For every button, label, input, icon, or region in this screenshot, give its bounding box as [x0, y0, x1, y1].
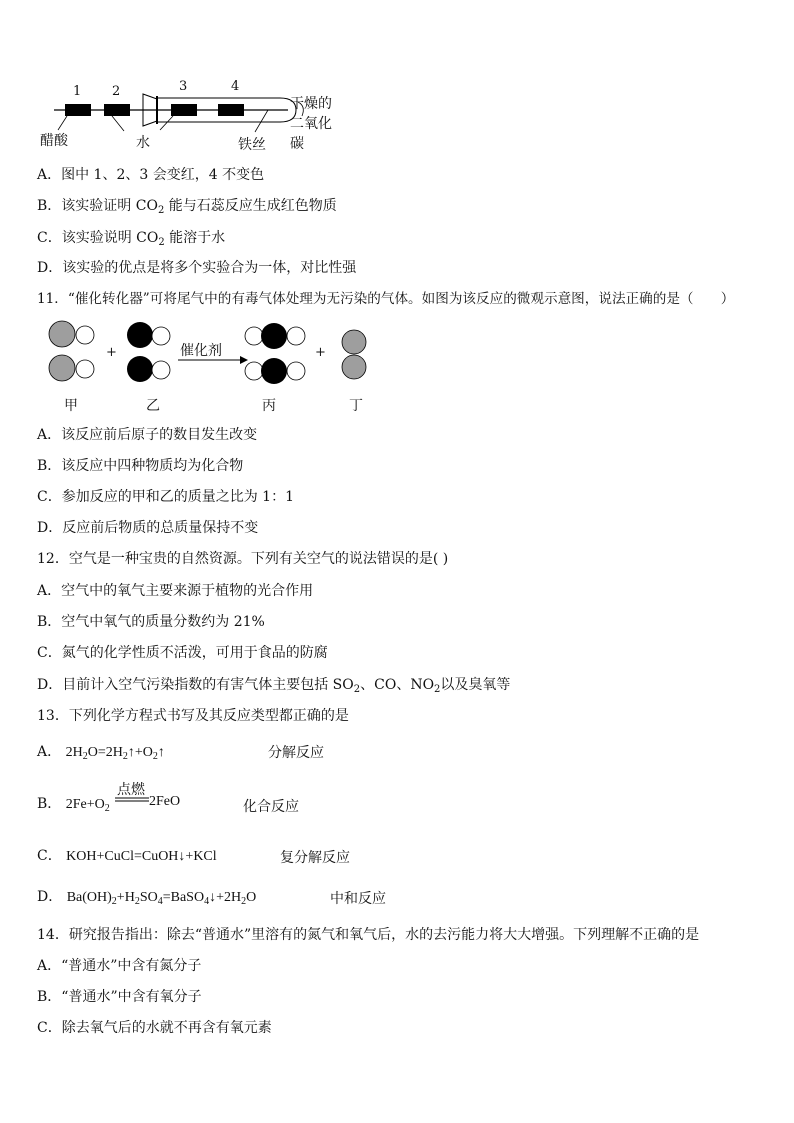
- q13-d-eq-subscript: 2: [134, 896, 140, 907]
- label-vinegar: 醋酸: [40, 133, 68, 149]
- molecule-yi-top: [127, 322, 170, 348]
- catalyst-label: 催化剂: [180, 343, 222, 359]
- q12-option-d[interactable]: [37, 675, 510, 700]
- q13-c-equation: KOH+CuCl=CuOH↓+KCl: [66, 849, 217, 864]
- q10-option-c[interactable]: [37, 228, 225, 253]
- molecule-yi-bottom: [127, 356, 170, 382]
- q11-option-a[interactable]: A．该反应前后原子的数目发生改变: [37, 427, 258, 443]
- q10-option-b[interactable]: [37, 196, 337, 221]
- q13-stem: 13．下列化学方程式书写及其反应类型都正确的是: [37, 708, 349, 724]
- q11-stem: 11．“催化转化器”可将尾气中的有毒气体处理为无污染的气体。如图为该反应的微观示意图，说法正确的是（ ）: [37, 291, 735, 307]
- q13-b-eq-rhs: 2FeO: [149, 794, 181, 809]
- q13-a-eq-part: 2H: [65, 745, 83, 760]
- q13-a-eq-part: ↑: [157, 745, 165, 760]
- q14-option-a[interactable]: A．“普通水”中含有氮分子: [37, 958, 202, 974]
- paper-strip-3: [171, 104, 197, 116]
- leader-vinegar: [58, 116, 67, 130]
- q13-b-letter: B．: [37, 796, 62, 812]
- q13-a-eq-part: ↑+O: [127, 745, 153, 760]
- q13-d-eq-part: SO: [139, 890, 158, 905]
- q13-a-eq-part: O=2H: [87, 745, 123, 760]
- q13-b-equals-sign: [115, 797, 149, 803]
- label-jia: 甲: [64, 398, 78, 414]
- q13-a-equation: [66, 745, 165, 760]
- q10-option-b-text-1: B．该实验证明 CO: [37, 198, 158, 214]
- molecule-ding: [342, 330, 366, 379]
- q12-option-a[interactable]: A．空气中的氧气主要来源于植物的光合作用: [37, 583, 314, 599]
- molecule-jia-top: [49, 321, 94, 347]
- q13-b-condition: 点燃: [117, 782, 145, 798]
- plus-sign-1: +: [106, 345, 117, 360]
- q13-d-equation: [67, 890, 257, 905]
- q13-d-eq-subscript: 2: [241, 896, 247, 907]
- strip-number-1: 1: [73, 84, 82, 99]
- q12-option-d-text-2: 、CO、NO: [360, 677, 435, 693]
- q14-option-b[interactable]: B．“普通水”中含有氧分子: [37, 989, 202, 1005]
- q13-d-eq-part: O: [246, 890, 257, 905]
- q13-d-type: 中和反应: [330, 891, 386, 907]
- q10-option-b-subscript: 2: [157, 205, 165, 216]
- q13-a-eq-subscript: 2: [82, 751, 88, 762]
- q10-option-c-subscript: 2: [158, 237, 165, 248]
- molecule-bing-bottom: [245, 358, 305, 384]
- strip-number-2: 2: [112, 84, 121, 99]
- leader-water-2: [160, 116, 173, 130]
- q13-c-letter: C．: [37, 848, 62, 864]
- q12-option-d-text-1: D．目前计入空气污染指数的有害气体主要包括 SO: [37, 677, 354, 693]
- q13-a-type: 分解反应: [268, 745, 324, 761]
- q12-stem: 12．空气是一种宝贵的自然资源。下列有关空气的说法错误的是( ): [37, 551, 449, 567]
- molecule-jia-bottom: [49, 355, 94, 381]
- label-water: 水: [136, 135, 150, 151]
- q13-d-eq-part: ↓+2H: [209, 890, 242, 905]
- q13-d-eq-part: +H: [116, 890, 135, 905]
- leader-water: [112, 116, 124, 131]
- q13-c-type: 复分解反应: [280, 850, 350, 866]
- label-iron-wire: 铁丝: [238, 137, 266, 153]
- q13-a-letter: A．: [37, 744, 62, 760]
- label-dry-co2-3: 碳: [290, 136, 304, 152]
- q13-d-eq-subscript: 4: [157, 896, 163, 907]
- q13-d-eq-subscript: 2: [111, 896, 117, 907]
- q13-d-letter: D．: [37, 889, 63, 905]
- q10-option-b-text-2: 能与石蕊反应生成红色物质: [164, 198, 337, 214]
- q13-d-eq-subscript: 4: [204, 896, 210, 907]
- strip-number-3: 3: [179, 79, 188, 94]
- q13-b-eq-part: 2Fe+O: [65, 797, 105, 812]
- q10-option-c-text-1: C．该实验说明 CO: [37, 230, 159, 246]
- q10-option-a[interactable]: A．图中 1、2、3 会变红，4 不变色: [37, 167, 265, 183]
- q11-option-b[interactable]: B．该反应中四种物质均为化合物: [37, 458, 244, 474]
- q13-option-a[interactable]: [37, 742, 165, 767]
- plus-sign-2: +: [315, 345, 326, 360]
- label-yi: 乙: [146, 398, 160, 414]
- q13-d-eq-part: Ba(OH): [66, 890, 112, 905]
- paper-strip-2: [104, 104, 130, 116]
- q12-option-c[interactable]: C．氮气的化学性质不活泼，可用于食品的防腐: [37, 645, 328, 661]
- q10-option-d[interactable]: D．该实验的优点是将多个实验合为一体，对比性强: [37, 260, 357, 276]
- molecule-bing-top: [245, 323, 305, 349]
- label-ding: 丁: [349, 398, 363, 414]
- strip-number-4: 4: [231, 79, 240, 94]
- q11-option-c[interactable]: C．参加反应的甲和乙的质量之比为 1：1: [37, 489, 294, 505]
- q13-a-eq-subscript: 2: [152, 751, 158, 762]
- q13-d-eq-part: =BaSO: [162, 890, 205, 905]
- q13-a-eq-subscript: 2: [122, 751, 128, 762]
- q13-b-type: 化合反应: [243, 799, 299, 815]
- label-bing: 丙: [262, 398, 276, 414]
- label-dry-co2-1: 干燥的: [290, 96, 332, 112]
- q13-option-b[interactable]: [37, 794, 110, 819]
- q14-stem: 14．研究报告指出：除去“普通水”里溶有的氮气和氧气后，水的去污能力将大大增强。下列理解不正确的是: [37, 927, 700, 943]
- label-dry-co2-2: 二氧化: [290, 116, 332, 132]
- q13-b-eq-subscript: 2: [104, 803, 110, 814]
- q13-option-d[interactable]: [37, 887, 256, 912]
- q10-option-c-text-2: 能溶于水: [164, 230, 226, 246]
- leader-wire: [255, 110, 268, 132]
- q11-option-d[interactable]: D．反应前后物质的总质量保持不变: [37, 520, 259, 536]
- paper-strip-1: [65, 104, 91, 116]
- q12-option-d-text-3: 以及臭氧等: [440, 677, 511, 693]
- q14-option-c[interactable]: C．除去氧气后的水就不再含有氧元素: [37, 1020, 272, 1036]
- q12-option-d-subscript-1: 2: [353, 684, 361, 695]
- q13-option-c[interactable]: [37, 846, 217, 867]
- q12-option-b[interactable]: B．空气中氧气的质量分数约为 21%: [37, 614, 265, 630]
- q12-option-d-subscript-2: 2: [434, 684, 441, 695]
- q13-b-eq-lhs: [66, 797, 110, 812]
- paper-strip-4: [218, 104, 244, 116]
